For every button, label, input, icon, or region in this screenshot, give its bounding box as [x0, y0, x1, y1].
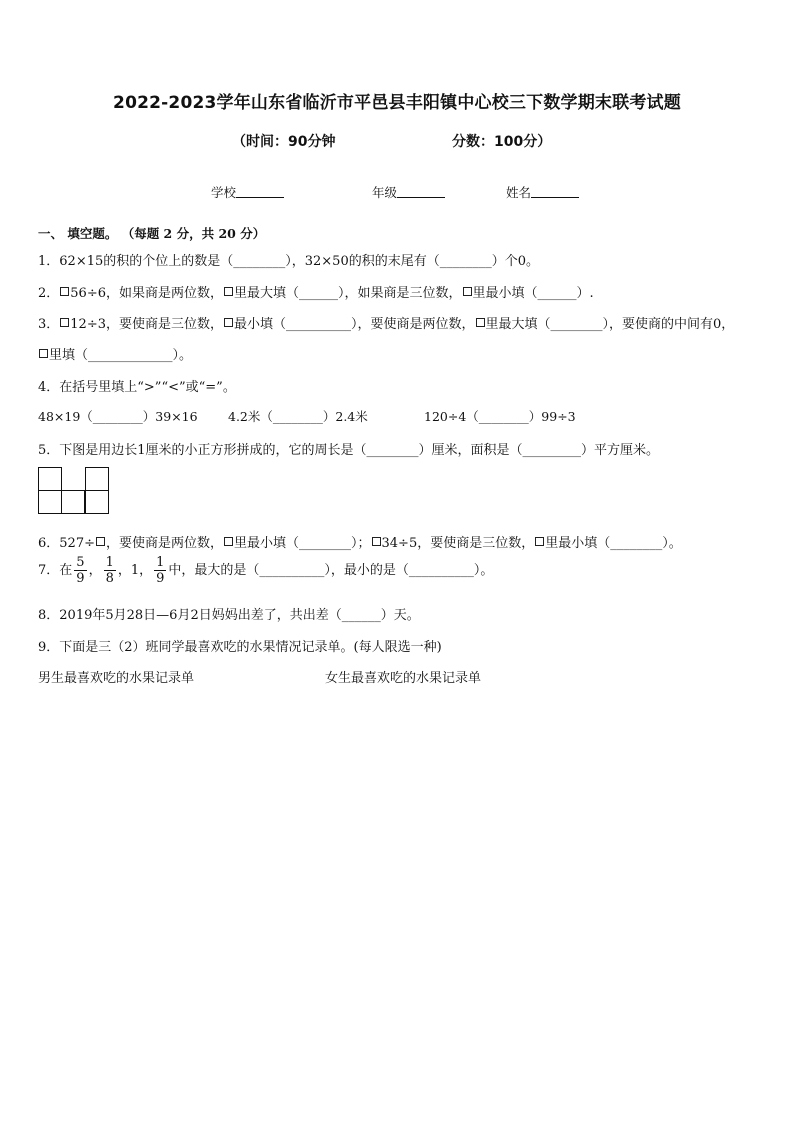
q4-compare-2: 4.2米（________）2.4米	[228, 409, 368, 424]
box-symbol	[60, 287, 69, 296]
question-1: 1．62×15的积的个位上的数是（________），32×50的积的末尾有（________）个0。	[38, 254, 539, 269]
question-5: 5．下图是用边长1厘米的小正方形拼成的，它的周长是（________）厘米，面积是（_________）平方厘米。	[38, 443, 660, 458]
school-field	[211, 183, 284, 201]
box-symbol	[224, 537, 233, 546]
boys-record-title: 男生最喜欢吃的水果记录单	[38, 671, 195, 686]
square-cell	[61, 490, 85, 514]
square-cell	[85, 467, 109, 491]
grade-label: 年级	[372, 185, 398, 200]
girls-record-title: 女生最喜欢吃的水果记录单	[325, 671, 482, 686]
q4-compare-1: 48×19（________）39×16	[38, 409, 198, 424]
question-3: 3． 12÷3，要使商是三位数， 最小填（__________），要使商是两位数， 里最大填（________），要使商的中间有0，	[38, 317, 735, 332]
exam-time: （时间：90分钟	[232, 134, 336, 150]
name-label: 姓名	[506, 185, 532, 200]
fraction: $\frac{1}{9}$	[156, 555, 165, 586]
school-label: 学校	[211, 185, 237, 200]
fraction: $\frac{1}{8}$	[105, 555, 114, 586]
question-3-cont: 里填（_____________）。	[38, 344, 192, 363]
name-field	[506, 183, 579, 201]
box-symbol	[224, 287, 233, 296]
box-symbol	[372, 537, 381, 546]
exam-score: 分数：100分）	[452, 134, 552, 150]
q4-compare-3: 120÷4（________）99÷3	[424, 409, 576, 424]
question-6: 6．527÷ ，要使商是两位数， 里最小填（________）； 34÷5，要使商是三位数， 里最小填（________）。	[38, 536, 682, 551]
question-9: 9．下面是三（2）班同学最喜欢吃的水果情况记录单。(每人限选一种)	[38, 640, 442, 655]
section-heading: 一、 填空题。 （每题 2 分，共 20 分）	[38, 226, 266, 241]
question-8: 8．2019年5月28日—6月2日妈妈出差了，共出差（______）天。	[38, 608, 420, 623]
square-cell	[85, 490, 109, 514]
box-symbol	[60, 318, 69, 327]
box-symbol	[463, 287, 472, 296]
grade-field	[372, 183, 445, 201]
question-7: 7．在 $\frac{5}{9}$ ， $\frac{1}{8}$ ，1， $\frac{1}{9}$ 中，最大的是（__________），最小的是（__________）。	[38, 555, 494, 586]
box-symbol	[39, 349, 48, 358]
school-blank[interactable]	[236, 185, 284, 198]
page-title: 2022-2023学年山东省临沂市平邑县丰阳镇中心校三下数学期末联考试题	[113, 93, 681, 113]
fraction: $\frac{5}{9}$	[76, 555, 85, 586]
square-figure	[38, 467, 110, 515]
question-2: 2． 56÷6，如果商是两位数， 里最大填（______），如果商是三位数， 里最小填（______）.	[38, 286, 594, 301]
square-cell	[38, 490, 62, 514]
grade-blank[interactable]	[397, 185, 445, 198]
square-cell	[38, 467, 62, 491]
name-blank[interactable]	[531, 185, 579, 198]
box-symbol	[476, 318, 485, 327]
box-symbol	[224, 318, 233, 327]
box-symbol	[535, 537, 544, 546]
question-4: 4．在括号里填上“>”“<”或“=”。	[38, 380, 236, 395]
box-symbol	[96, 537, 105, 546]
